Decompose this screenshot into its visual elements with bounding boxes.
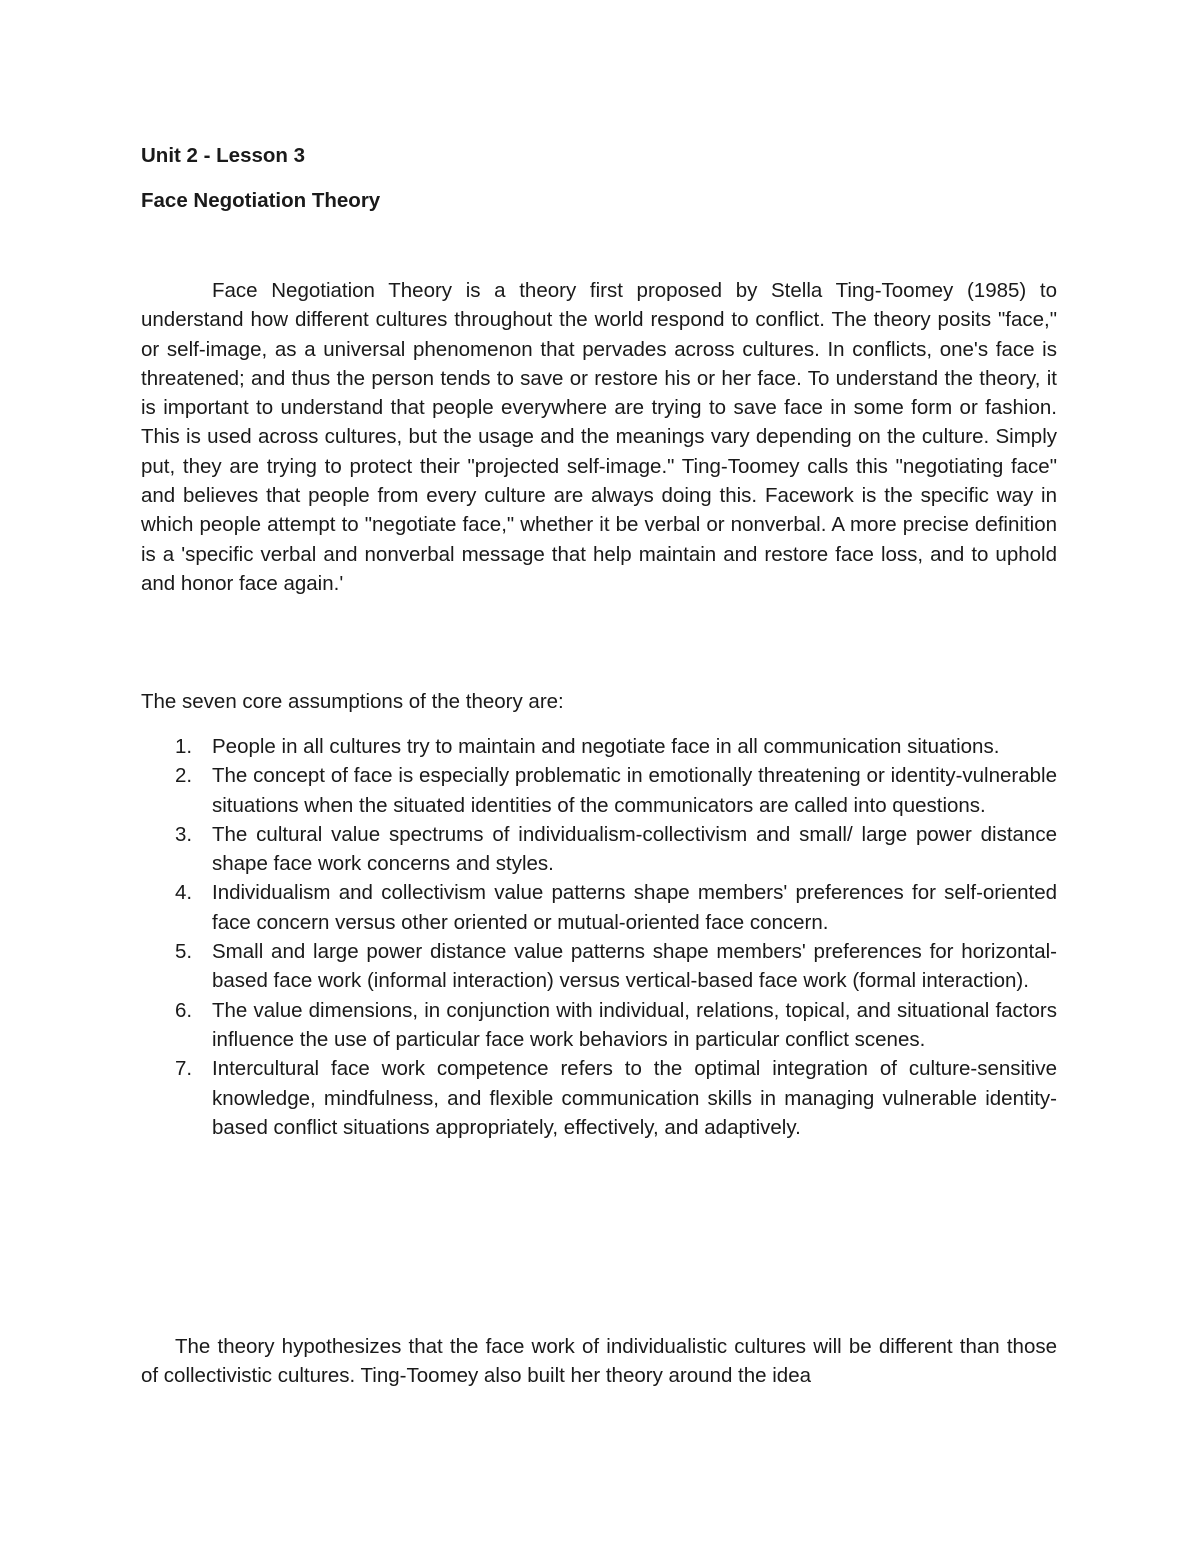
list-item-number: 3. bbox=[175, 822, 193, 846]
unit-heading: Unit 2 - Lesson 3 bbox=[141, 144, 306, 167]
list-item-text: People in all cultures try to maintain and negotiate face in all communication situations. bbox=[212, 735, 1000, 758]
list-item bbox=[141, 996, 1057, 1055]
list-item bbox=[141, 732, 1057, 761]
list-item-number: 4. bbox=[175, 881, 193, 905]
list-item bbox=[141, 878, 1057, 937]
list-item-text: Small and large power distance value patterns shape members' preferences for horizontal-based face work (informal interaction) versus vertical-based face work (formal interaction). bbox=[212, 940, 1057, 993]
list-item-number: 6. bbox=[175, 998, 193, 1022]
list-item-text: The concept of face is especially problematic in emotionally threatening or identity-vulnerable situations when the situated identities of the communicators are called into questions. bbox=[212, 764, 1057, 817]
list-item-number: 7. bbox=[175, 1057, 193, 1081]
list-item-text: The cultural value spectrums of individualism-collectivism and small/ large power distance shape face work concerns and styles. bbox=[212, 822, 1057, 876]
list-item-text: Intercultural face work competence refers to the optimal integration of culture-sensitive knowledge, mindfulness, and flexible communication skills in managing vulnerable identity-based conflict situations appropriately, effectively, and adaptively. bbox=[212, 1057, 1057, 1139]
list-item-text: Individualism and collectivism value patterns shape members' preferences for self-oriented face concern versus other oriented or mutual-oriented face concern. bbox=[212, 881, 1057, 934]
page-title: Face Negotiation Theory bbox=[141, 189, 381, 212]
assumptions-intro: The seven core assumptions of the theory are: bbox=[141, 690, 564, 713]
list-item bbox=[141, 937, 1057, 996]
hypothesis-paragraph: The theory hypothesizes that the face work of individualistic cultures will be different than those of collectivistic cultures. Ting-Toomey also built her theory around the idea bbox=[141, 1335, 1057, 1388]
list-item bbox=[141, 761, 1057, 820]
list-item bbox=[141, 820, 1057, 879]
list-item-number: 5. bbox=[175, 940, 193, 964]
list-item-number: 2. bbox=[175, 764, 193, 788]
list-item-text: The value dimensions, in conjunction with individual, relations, topical, and situational factors influence the use of particular face work behaviors in particular conflict scenes. bbox=[212, 998, 1057, 1051]
list-item bbox=[141, 1054, 1057, 1142]
list-item-number: 1. bbox=[175, 735, 193, 758]
intro-paragraph: Face Negotiation Theory is a theory first proposed by Stella Ting-Toomey (1985) to understand how different cultures throughout the world respond to conflict. The theory posits "face," or self-image, as a universal phenomenon that pervades across cultures. In conflicts, one's face is threatened; and thus the person tends to save or restore his or her face. To understand the theory, it is important to understand that people everywhere are trying to save face in some form or fashion. This is used across cultures, but the usage and the meanings vary depending on the culture. Simply put, they are trying to protect their "projected self-image." Ting-Toomey calls this "negotiating face" and believes that people from every culture are always doing this. Facework is the specific way in which people attempt to "negotiate face," whether it be verbal or nonverbal. A more precise definition is a 'specific verbal and nonverbal message that help maintain and restore face loss, and to uphold and honor face again.' bbox=[141, 279, 1057, 595]
assumptions-list bbox=[141, 732, 1057, 1142]
